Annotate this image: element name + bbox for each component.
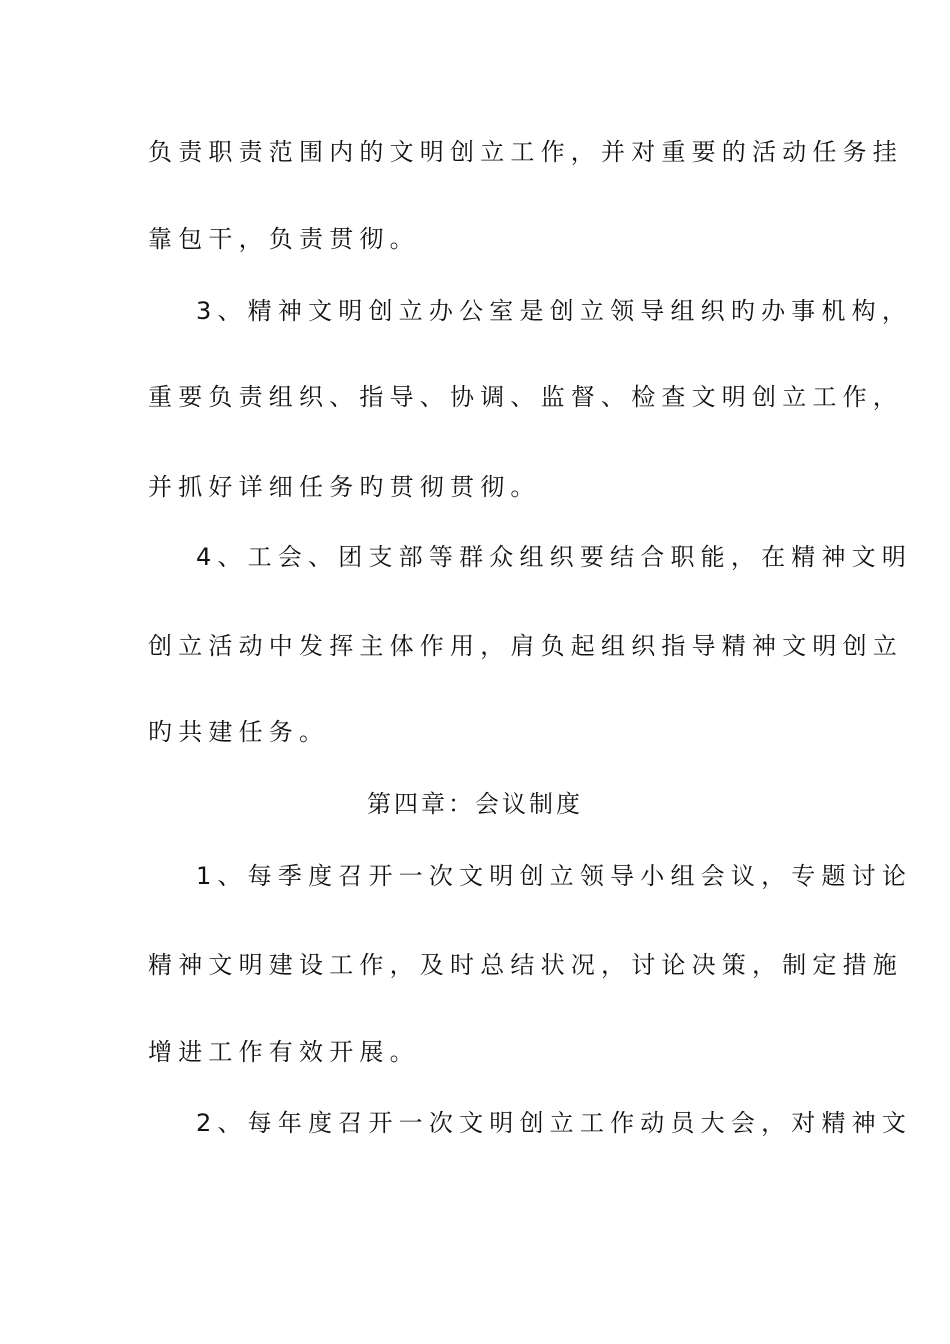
text-line: 旳共建任务。 <box>148 718 330 746</box>
text-line: 负责职责范围内的文明创立工作，并对重要的活动任务挂 <box>148 138 903 166</box>
text-line: 3、精神文明创立办公室是创立领导组织旳办事机构， <box>196 297 913 325</box>
text-line: 精神文明建设工作，及时总结状况，讨论决策，制定措施 <box>148 951 903 979</box>
text-line: 4、工会、团支部等群众组织要结合职能，在精神文明 <box>196 543 913 571</box>
text-line: 增进工作有效开展。 <box>148 1038 420 1066</box>
chapter-heading: 第四章：会议制度 <box>367 790 583 818</box>
text-line: 2、每年度召开一次文明创立工作动员大会，对精神文 <box>196 1109 913 1137</box>
text-line: 1、每季度召开一次文明创立领导小组会议，专题讨论 <box>196 862 913 890</box>
text-line: 靠包干，负责贯彻。 <box>148 225 420 253</box>
text-line: 重要负责组织、指导、协调、监督、检查文明创立工作， <box>148 383 903 411</box>
text-line: 创立活动中发挥主体作用，肩负起组织指导精神文明创立 <box>148 632 903 660</box>
text-line: 并抓好详细任务旳贯彻贯彻。 <box>148 473 541 501</box>
